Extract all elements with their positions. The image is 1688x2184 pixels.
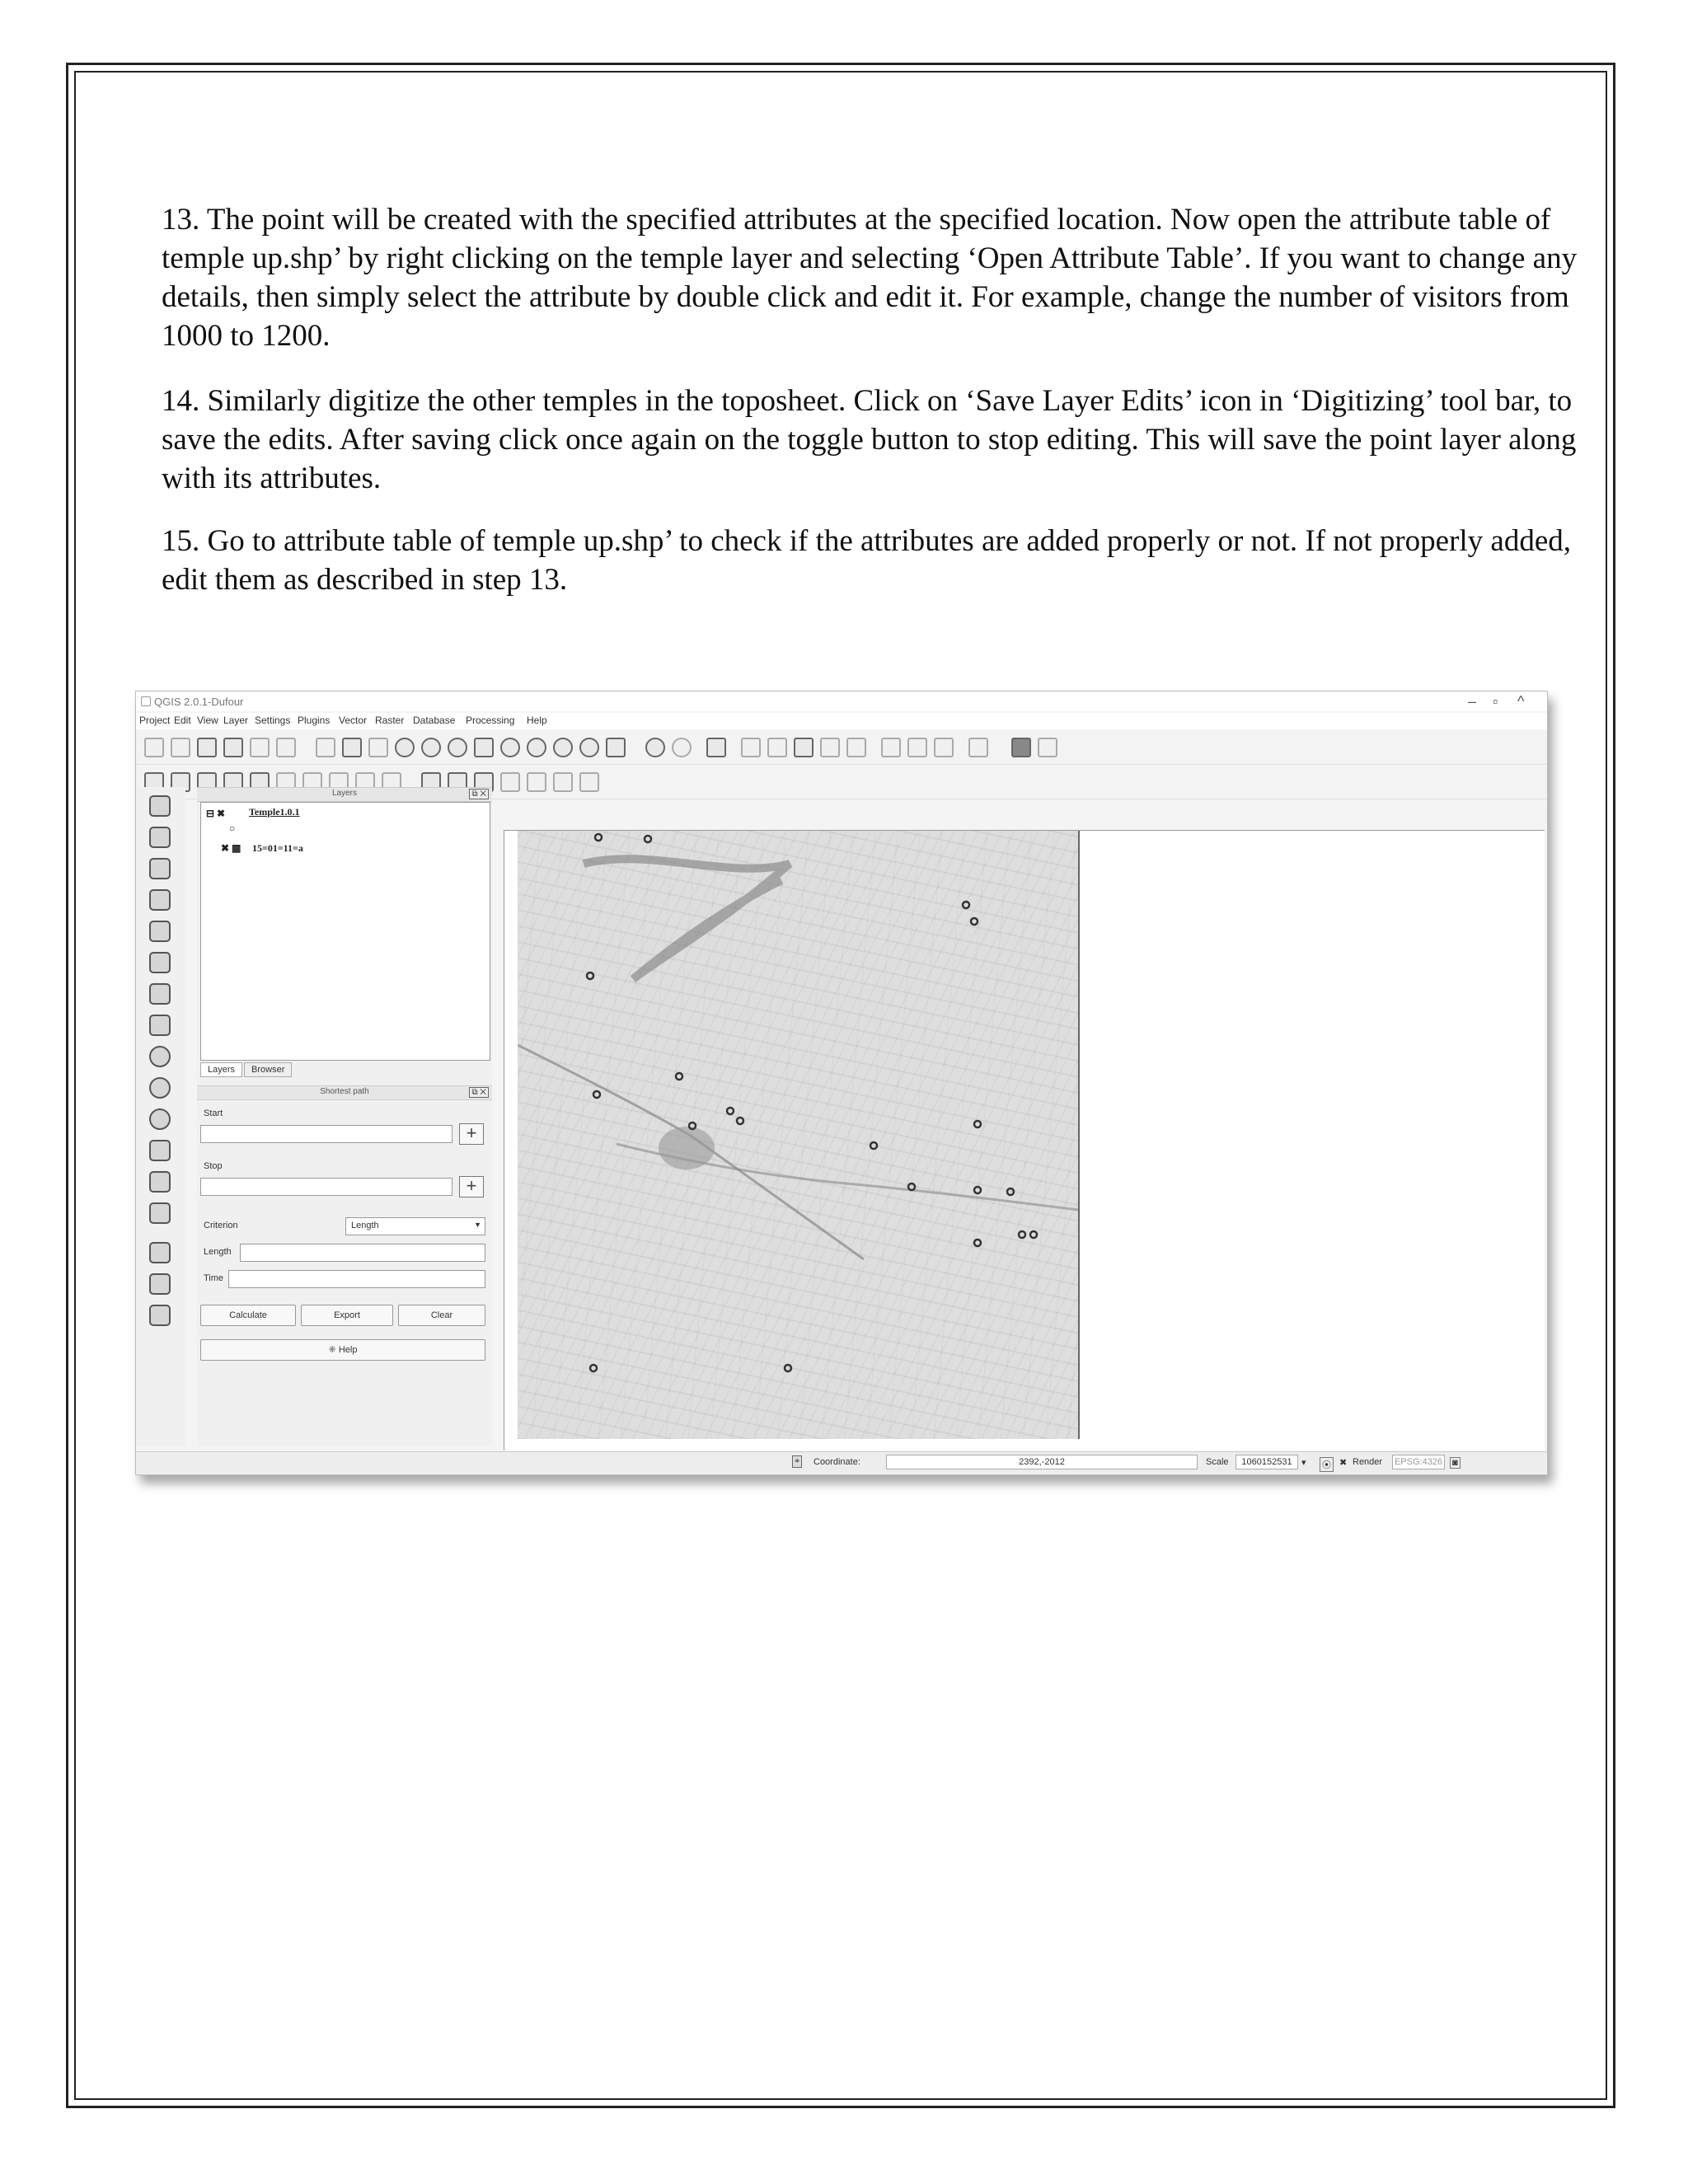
move-label-icon[interactable]: [500, 772, 520, 792]
temple-point[interactable]: [785, 1365, 791, 1371]
add-wms-layer-icon[interactable]: [149, 1015, 171, 1036]
menu-edit[interactable]: Edit: [174, 715, 191, 726]
minimize-button[interactable]: –: [1468, 693, 1477, 710]
add-wfs-layer-icon[interactable]: [149, 1077, 171, 1099]
collapse-button[interactable]: ^: [1517, 693, 1525, 710]
crs-button[interactable]: EPSG:4326: [1392, 1455, 1445, 1469]
step-15-paragraph: 15. Go to attribute table of temple up.shp’ to check if the attributes are added properly or not. If not properly added, edit them as described in step 13.: [162, 524, 1572, 597]
zoom-to-selection-icon[interactable]: [500, 738, 520, 757]
time-field: [228, 1270, 485, 1288]
add-db2-layer-icon[interactable]: [149, 983, 171, 1005]
zoom-last-icon[interactable]: [553, 738, 573, 757]
add-wcs-layer-icon[interactable]: [149, 1046, 171, 1067]
touch-zoom-icon[interactable]: [316, 738, 335, 757]
temple-point[interactable]: [737, 1118, 743, 1124]
show-bookmarks-icon[interactable]: [934, 738, 954, 757]
layers-tree: [200, 802, 490, 1061]
temple-point[interactable]: [689, 1122, 696, 1129]
tab-layers[interactable]: Layers: [200, 1062, 242, 1077]
restore-button[interactable]: ▫: [1493, 693, 1498, 710]
refresh-icon[interactable]: [606, 738, 626, 757]
layer-visibility-icon[interactable]: ✖ ▦: [221, 842, 241, 854]
chevron-down-icon[interactable]: [149, 1305, 171, 1326]
open-project-icon[interactable]: [171, 738, 190, 757]
temple-point[interactable]: [595, 834, 602, 841]
lock-scale-icon[interactable]: ⦿: [1320, 1457, 1334, 1472]
messages-icon[interactable]: ◙: [1450, 1457, 1461, 1469]
qgis-logo-icon: [141, 696, 151, 706]
add-layer-toolbar: [136, 787, 185, 1446]
length-label: Length: [204, 1247, 232, 1257]
coordinate-label: Coordinate:: [814, 1457, 860, 1467]
layers-panel-header: [197, 787, 492, 802]
temple-point[interactable]: [645, 836, 651, 842]
start-label: Start: [204, 1108, 223, 1118]
menu-settings[interactable]: Settings: [255, 715, 291, 726]
temple-point[interactable]: [593, 1091, 600, 1098]
tab-browser[interactable]: Browser: [244, 1062, 292, 1077]
menu-raster[interactable]: Raster: [375, 715, 405, 726]
close-icon[interactable]: ⧉ ✕: [469, 789, 489, 799]
criterion-label: Criterion: [204, 1221, 238, 1230]
point-symbol-icon: ○: [229, 823, 236, 834]
new-print-composer-icon[interactable]: [250, 738, 270, 757]
help-book-icon[interactable]: [1011, 738, 1031, 757]
add-mssql-layer-icon[interactable]: [149, 921, 171, 942]
criterion-value: Length: [351, 1221, 379, 1230]
render-label: Render: [1353, 1457, 1383, 1467]
temple-point[interactable]: [963, 902, 969, 908]
temple-point[interactable]: [971, 918, 978, 925]
temple-point[interactable]: [1007, 1188, 1014, 1195]
temple-point[interactable]: [587, 972, 593, 979]
temple-point[interactable]: [974, 1240, 981, 1246]
field-calculator-icon[interactable]: [767, 738, 787, 757]
coordinate-field[interactable]: 2392,-2012: [886, 1455, 1198, 1469]
action-icon[interactable]: [672, 738, 692, 757]
save-as-icon[interactable]: [223, 738, 243, 757]
temple-point[interactable]: [1030, 1231, 1037, 1238]
temple-point[interactable]: [974, 1121, 981, 1127]
title-bar: [136, 691, 1547, 711]
stop-label: Stop: [204, 1161, 223, 1171]
toposheet-map[interactable]: [518, 831, 1080, 1439]
temple-point[interactable]: [590, 1365, 597, 1371]
temple-point[interactable]: [974, 1187, 981, 1193]
text-annotation-icon[interactable]: [968, 738, 988, 757]
zoom-in-icon[interactable]: [395, 738, 415, 757]
step-13-paragraph: 13. The point will be created with the specified attributes at the specified location. Now open the attribute table of temple up.shp’ by right clicking on the temple layer and selecting ‘Open Attribute Table’. If you want to change any details, then simply select the attribute by double click and edit it. For example, change the number of visitors from 1000 to 1200.: [162, 203, 1578, 353]
new-gpx-icon[interactable]: [149, 1202, 171, 1224]
add-spatialite-layer-icon[interactable]: [149, 889, 171, 911]
menu-database[interactable]: Database: [413, 715, 456, 726]
map-canvas[interactable]: [504, 830, 1545, 1451]
expand-toolbar-icon[interactable]: [149, 1242, 171, 1263]
menu-project[interactable]: Project: [139, 715, 171, 726]
identify-icon[interactable]: [645, 738, 665, 757]
add-raster-layer-icon[interactable]: [149, 827, 171, 848]
select-features-icon[interactable]: [706, 738, 726, 757]
pan-hand-icon[interactable]: [342, 738, 362, 757]
label-options-icon[interactable]: [579, 772, 599, 792]
coordinate-toggle-icon[interactable]: ⌖: [792, 1455, 802, 1468]
help-button-label: Help: [338, 1345, 358, 1355]
attribute-table-icon[interactable]: [794, 738, 814, 757]
whats-this-icon[interactable]: [1038, 738, 1057, 757]
stop-pick-button[interactable]: +: [459, 1176, 484, 1197]
layer-temple[interactable]: Temple1.0.1: [249, 806, 300, 818]
shortest-path-header: [197, 1085, 492, 1100]
measure-icon[interactable]: [846, 738, 866, 757]
render-checkbox[interactable]: ✖: [1339, 1458, 1348, 1468]
pan-to-selection-icon[interactable]: [368, 738, 388, 757]
temple-point[interactable]: [1019, 1231, 1025, 1238]
layer-toposheet[interactable]: 15=01=11=a: [252, 842, 303, 854]
scale-label: Scale: [1206, 1457, 1229, 1467]
add-postgis-layer-icon[interactable]: [149, 858, 171, 879]
temple-point[interactable]: [727, 1108, 734, 1114]
left-dock-panel: [197, 787, 492, 1446]
new-spatialite-icon[interactable]: [149, 1171, 171, 1193]
clear-button[interactable]: Clear: [398, 1305, 485, 1326]
temple-point[interactable]: [870, 1142, 877, 1149]
window-title: QGIS 2.0.1-Dufour: [154, 696, 244, 708]
zoom-out-icon[interactable]: [421, 738, 441, 757]
temple-point[interactable]: [908, 1183, 915, 1190]
add-delimited-text-icon[interactable]: [149, 1108, 171, 1130]
change-label-icon[interactable]: [553, 772, 573, 792]
length-field: [240, 1244, 485, 1262]
export-button[interactable]: Export: [301, 1305, 393, 1326]
close-icon[interactable]: ⧉ ✕: [469, 1087, 489, 1098]
shortest-path-title: Shortest path: [320, 1087, 369, 1096]
start-input[interactable]: [200, 1125, 452, 1143]
step-14-paragraph: 14. Similarly digitize the other temples in the toposheet. Click on ‘Save Layer Edits’ icon in ‘Digitizing’ tool bar, to save the edits. After saving click once again on the toggle button to stop editing. This will save the point layer along with its attributes.: [162, 384, 1577, 495]
collapse-icon[interactable]: ⊟ ✖: [206, 808, 226, 819]
panel-tabs: [200, 1062, 293, 1077]
criterion-select[interactable]: [345, 1217, 485, 1235]
add-vector-layer-icon[interactable]: [149, 795, 171, 817]
river-shape: [584, 859, 790, 979]
zoom-to-layer-icon[interactable]: [527, 738, 546, 757]
layers-panel-title: Layers: [331, 789, 357, 798]
add-oracle-layer-icon[interactable]: [149, 952, 171, 973]
menu-help[interactable]: Help: [527, 715, 547, 726]
new-project-icon[interactable]: [144, 738, 164, 757]
menu-bar: [136, 713, 1547, 729]
zoom-next-icon[interactable]: [579, 738, 599, 757]
map-tips-icon[interactable]: [881, 738, 901, 757]
start-pick-button[interactable]: +: [459, 1123, 484, 1145]
help-icon: ⁜: [328, 1345, 339, 1355]
time-label: Time: [204, 1273, 224, 1283]
chevron-down-icon[interactable]: ▾: [1301, 1458, 1306, 1468]
status-bar: [136, 1451, 1547, 1474]
menu-processing[interactable]: Processing: [466, 715, 515, 726]
menu-plugins[interactable]: Plugins: [298, 715, 331, 726]
help-button[interactable]: [200, 1339, 485, 1361]
temple-point[interactable]: [676, 1073, 682, 1080]
new-bookmark-icon[interactable]: [907, 738, 927, 757]
map-features: [518, 831, 1078, 1439]
crosshair-icon[interactable]: [149, 1273, 171, 1295]
new-shapefile-icon[interactable]: [149, 1140, 171, 1161]
save-project-icon[interactable]: [197, 738, 217, 757]
qgis-screenshot: [135, 691, 1548, 1475]
statistics-icon[interactable]: [820, 738, 840, 757]
scale-field[interactable]: 1060152531: [1236, 1455, 1298, 1469]
calculate-button[interactable]: Calculate: [200, 1305, 296, 1326]
deselect-icon[interactable]: [741, 738, 761, 757]
zoom-full-icon[interactable]: [474, 738, 494, 757]
zoom-native-icon[interactable]: [448, 738, 467, 757]
composer-manager-icon[interactable]: [276, 738, 296, 757]
menu-vector[interactable]: Vector: [339, 715, 368, 726]
rotate-label-icon[interactable]: [527, 772, 546, 792]
menu-layer[interactable]: Layer: [223, 715, 249, 726]
menu-view[interactable]: View: [197, 715, 218, 726]
chevron-down-icon: ▼: [474, 1221, 481, 1229]
stop-input[interactable]: [200, 1178, 452, 1196]
town-area: [659, 1127, 715, 1169]
main-toolbar: [136, 731, 1547, 765]
